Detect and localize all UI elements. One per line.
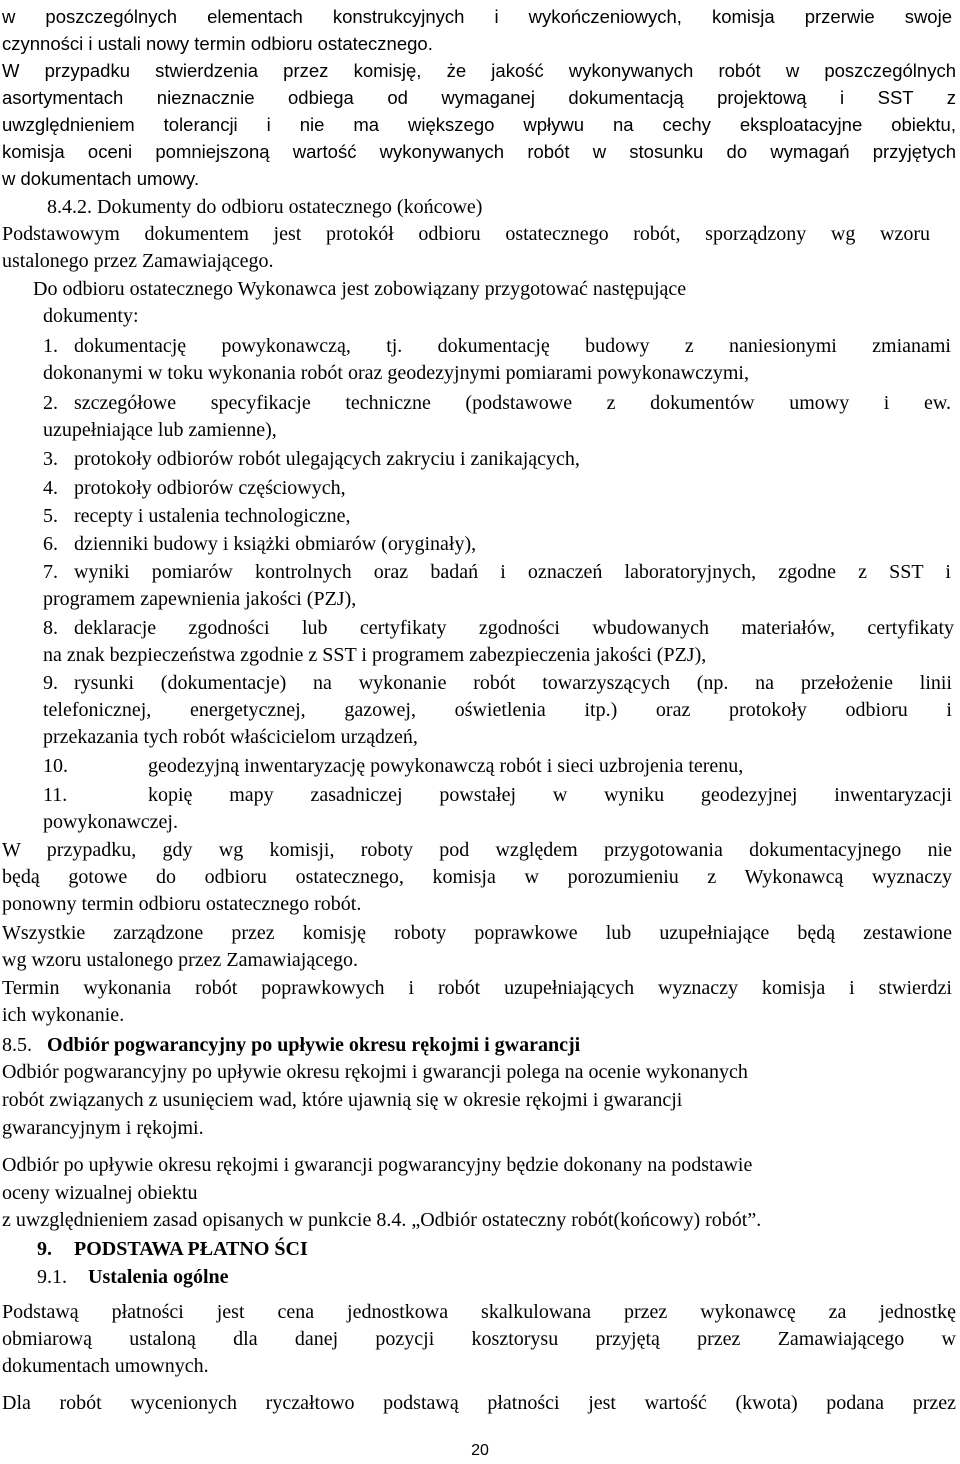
text-line: Termin wykonania robót poprawkowych i robót uzupełniających wyznaczy komisja i stwierdzi xyxy=(2,977,952,999)
list-item: programem zapewnienia jakości (PZJ), xyxy=(43,588,357,610)
text-line: asortymentach nieznacznie odbiega od wymaganej dokumentacją projektową i SST z xyxy=(2,87,956,108)
list-item: geodezyjną inwentaryzację powykonawczą robót i sieci uzbrojenia terenu, xyxy=(148,755,744,777)
text-line: ponowny termin odbioru ostatecznego robót. xyxy=(2,893,362,915)
list-item: recepty i ustalenia technologiczne, xyxy=(74,505,351,527)
text-line: Odbiór pogwarancyjny po upływie okresu rękojmi i gwarancji polega na ocenie wykonanych xyxy=(2,1061,748,1083)
text-line: oceny wizualnej obiektu xyxy=(2,1182,198,1204)
text-line: komisja oceni pomniejszoną wartość wykonywanych robót w stosunku do wymagań przyjętych xyxy=(2,141,956,162)
text-line: obmiarową ustaloną dla danej pozycji kosztorysu przyjętą przez Zamawiającego w xyxy=(2,1328,956,1350)
text-line: W przypadku stwierdzenia przez komisję, że jakość wykonywanych robót w poszczególnych xyxy=(2,60,956,81)
text-line: Wszystkie zarządzone przez komisję roboty poprawkowe lub uzupełniające będą zestawione xyxy=(2,922,952,944)
page-number: 20 xyxy=(471,1442,489,1459)
text-line: Podstawowym dokumentem jest protokół odbioru ostatecznego robót, sporządzony wg wzoru xyxy=(2,223,930,245)
list-item: kopię mapy zasadniczej powstałej w wyniku geodezyjnej inwentaryzacji xyxy=(148,784,952,806)
text-line: czynności i ustali nowy termin odbioru ostatecznego. xyxy=(2,33,433,54)
list-number: 11. xyxy=(43,784,68,806)
list-item: rysunki (dokumentacje) na wykonanie robót towarzyszących (np. na przełożenie linii xyxy=(74,672,952,694)
text-line: z uwzględnieniem zasad opisanych w punkcie 8.4. „Odbiór ostateczny robót(końcowy) robót”. xyxy=(2,1209,762,1231)
section-number-91: 9.1. xyxy=(37,1266,67,1288)
section-number-9: 9. xyxy=(37,1238,52,1260)
list-item: telefonicznej, energetycznej, gazowej, oświetlenia itp.) oraz protokoły odbioru i xyxy=(43,699,952,721)
list-item: dokonanymi w toku wykonania robót oraz geodezyjnymi pomiarami powykonawczymi, xyxy=(43,362,749,384)
section-heading-842: 8.4.2. Dokumenty do odbioru ostatecznego (końcowe) xyxy=(47,196,483,218)
list-number: 1. xyxy=(43,335,58,357)
section-heading-9: PODSTAWA PŁATNO ŚCI xyxy=(74,1238,308,1260)
list-number: 6. xyxy=(43,533,58,555)
section-number-85: 8.5. xyxy=(2,1034,32,1056)
text-line: w dokumentach umowy. xyxy=(2,168,200,189)
list-number: 2. xyxy=(43,392,58,414)
text-line: w poszczególnych elementach konstrukcyjnych i wykończeniowych, komisja przerwie swoje xyxy=(2,6,952,27)
list-item: deklaracje zgodności lub certyfikaty zgodności wbudowanych materiałów, certyfikaty xyxy=(74,617,954,639)
list-number: 8. xyxy=(43,617,58,639)
text-line: gwarancyjnym i rękojmi. xyxy=(2,1117,204,1139)
list-item: protokoły odbiorów częściowych, xyxy=(74,477,346,499)
list-item: uzupełniające lub zamienne), xyxy=(43,419,277,441)
list-number: 4. xyxy=(43,477,58,499)
text-line: W przypadku, gdy wg komisji, roboty pod względem przygotowania dokumentacyjnego nie xyxy=(2,839,952,861)
list-item: na znak bezpieczeństwa zgodnie z SST i programem zabezpieczenia jakości (PZJ), xyxy=(43,644,707,666)
list-number: 10. xyxy=(43,755,68,777)
text-line: Dla robót wycenionych ryczałtowo podstawą płatności jest wartość (kwota) podana przez xyxy=(2,1392,956,1414)
text-line: dokumenty: xyxy=(43,305,139,327)
text-line: dokumentach umownych. xyxy=(2,1355,209,1377)
text-line: Podstawą płatności jest cena jednostkowa skalkulowana przez wykonawcę za jednostkę xyxy=(2,1301,956,1323)
text-line: wg wzoru ustalonego przez Zamawiającego. xyxy=(2,949,358,971)
section-heading-91: Ustalenia ogólne xyxy=(88,1266,229,1288)
text-line: będą gotowe do odbioru ostatecznego, komisja w porozumieniu z Wykonawcą wyznaczy xyxy=(2,866,952,888)
list-number: 7. xyxy=(43,561,58,583)
text-line: robót związanych z usunięciem wad, które ujawnią się w okresie rękojmi i gwarancji xyxy=(2,1089,683,1111)
text-line: Do odbioru ostatecznego Wykonawca jest zobowiązany przygotować następujące xyxy=(33,278,687,300)
list-item: dokumentację powykonawczą, tj. dokumentację budowy z naniesionymi zmianami xyxy=(74,335,951,357)
list-item: wyniki pomiarów kontrolnych oraz badań i oznaczeń laboratoryjnych, zgodne z SST i xyxy=(74,561,951,583)
list-item: dzienniki budowy i książki obmiarów (oryginały), xyxy=(74,533,477,555)
list-item: powykonawczej. xyxy=(43,811,178,833)
section-heading-85: Odbiór pogwarancyjny po upływie okresu rękojmi i gwarancji xyxy=(47,1034,581,1056)
list-number: 3. xyxy=(43,448,58,470)
list-item: protokoły odbiorów robót ulegających zakryciu i zanikających, xyxy=(74,448,580,470)
text-line: ich wykonanie. xyxy=(2,1004,125,1026)
text-line: uwzględnieniem tolerancji i nie ma większego wpływu na cechy eksploatacyjne obiektu, xyxy=(2,114,956,135)
text-line: Odbiór po upływie okresu rękojmi i gwarancji pogwarancyjny będzie dokonany na podstawie xyxy=(2,1154,753,1176)
list-number: 9. xyxy=(43,672,58,694)
list-item: szczegółowe specyfikacje techniczne (podstawowe z dokumentów umowy i ew. xyxy=(74,392,951,414)
list-number: 5. xyxy=(43,505,58,527)
text-line: ustalonego przez Zamawiającego. xyxy=(2,250,274,272)
list-item: przekazania tych robót właścicielom urządzeń, xyxy=(43,726,418,748)
